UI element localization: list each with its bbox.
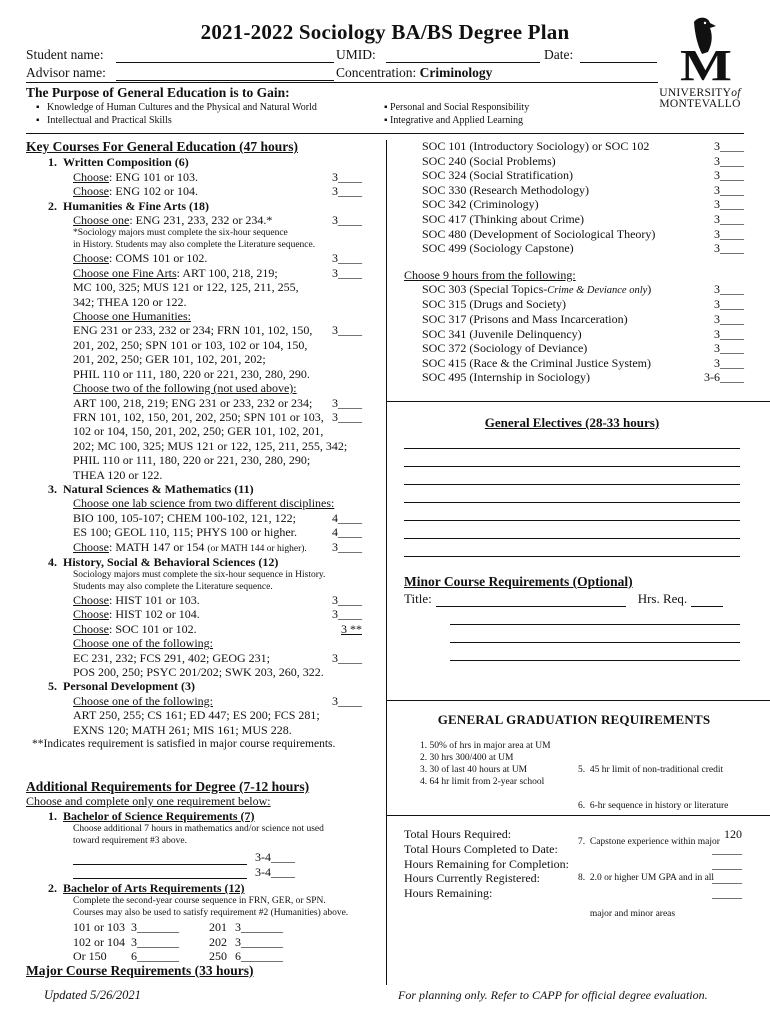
text-line: EC 231, 232; FCS 291, 402; GEOG 231;: [73, 650, 271, 665]
elective-line[interactable]: [404, 485, 740, 503]
text-line: SOC 330 (Research Methodology): [422, 182, 589, 197]
umid-label: UMID:: [336, 47, 376, 62]
text-line: Crime & Deviance only: [547, 285, 648, 297]
credit-blank[interactable]: 3____: [332, 607, 362, 622]
text-line: : MATH 147 or 154: [109, 539, 208, 554]
credit-blank[interactable]: 3-4____: [255, 850, 295, 865]
note-text: in History. Students may also complete the Literature sequence.: [73, 240, 316, 251]
general-electives-title: General Electives (28-33 hours): [484, 415, 660, 430]
note-text: Choose additional 7 hours in mathematics and/or science not used: [73, 824, 324, 835]
general-electives: [404, 415, 740, 557]
credit-blank[interactable]: 3____: [332, 395, 362, 410]
credit-blank[interactable]: 3-4____: [255, 864, 295, 879]
credit-blank[interactable]: 3____: [332, 169, 362, 184]
total-required: 120: [724, 827, 742, 841]
elective-line[interactable]: [404, 449, 740, 467]
text-line: SOC 240 (Social Problems): [422, 153, 556, 168]
text-line: 2.: [48, 881, 57, 896]
purpose-item: Intellectual and Practical Skills: [47, 115, 172, 126]
credit-blank[interactable]: 3____: [714, 168, 744, 183]
text-line[interactable]: 6_______: [131, 949, 179, 964]
text-line: SOC 303 (Special Topics-: [422, 282, 548, 297]
bs-title: Bachelor of Science Requirements (7): [63, 808, 255, 823]
concentration-value: Criminology: [419, 65, 493, 80]
text-line: SOC 324 (Social Stratification): [422, 168, 573, 183]
text-line: Choose: [73, 251, 109, 266]
text-line: 7. Capstone experience within major: [578, 837, 720, 847]
credit-blank[interactable]: 3____: [332, 265, 362, 280]
note-text: Sociology majors must complete the six-hour sequence in History.: [73, 569, 326, 580]
student-name-field[interactable]: [116, 62, 334, 63]
text-line: : ENG 101 or 103.: [109, 169, 198, 184]
purpose-list-left: [36, 101, 317, 127]
section-number: 1.: [48, 155, 57, 170]
credit-blank[interactable]: 3____: [332, 592, 362, 607]
section-number: 3.: [48, 481, 57, 496]
text-line: 101 or 103: [73, 920, 125, 935]
course-row: [73, 170, 362, 184]
date-field[interactable]: [580, 62, 657, 63]
elective-line[interactable]: [404, 431, 740, 449]
text-line: (or MATH 144 or higher).: [207, 543, 307, 554]
note-text: *Sociology majors must complete the six-hour sequence: [73, 228, 288, 239]
text-line: SOC 415 (Race & the Criminal Justice System): [422, 355, 651, 370]
text-line: Choose one Fine Arts: [73, 265, 177, 280]
advisor-name-label: Advisor name:: [26, 65, 106, 80]
text-line: 1.: [48, 808, 57, 823]
text-line: SOC 499 (Sociology Capstone): [422, 241, 574, 256]
text-line: Choose one Humanities:: [73, 309, 191, 324]
left-column: [26, 140, 362, 751]
additional-requirements: [26, 780, 362, 978]
header-divider: [26, 82, 658, 83]
text-line: 1. 50% of hrs in major area at UM: [420, 741, 551, 751]
note-text: Students may also complete the Literature sequence.: [73, 581, 273, 592]
text-line: 201: [209, 920, 227, 935]
note-text: Complete the second-year course sequence in FRN, GER, or SPN.: [73, 896, 326, 907]
major-core-list: [404, 139, 744, 385]
divider-graduation: [386, 700, 770, 701]
section-number: 4.: [48, 554, 57, 569]
ba-title: Bachelor of Arts Requirements (12): [63, 881, 245, 896]
text-line: SOC 341 (Juvenile Delinquency): [422, 326, 582, 341]
major-title: Major Course Requirements (33 hours): [26, 962, 254, 978]
text-line: ES 100; GEOL 110, 115; PHYS 100 or higher.: [73, 525, 297, 540]
credit-blank[interactable]: 3____: [714, 139, 744, 153]
elective-list: [404, 282, 744, 385]
student-name-label: Student name:: [26, 47, 104, 62]
elective-line[interactable]: [404, 521, 740, 539]
credit-blank[interactable]: 3____: [714, 326, 744, 341]
hours-totals: [404, 827, 742, 901]
umid-field[interactable]: [386, 62, 540, 63]
text-line: SOC 101 (Introductory Sociology) or SOC 102: [422, 139, 650, 153]
date-label: Date:: [544, 47, 574, 62]
logo-letter: M: [680, 41, 732, 90]
text-line: SOC 315 (Drugs and Society): [422, 297, 566, 312]
page-title: 2021-2022 Sociology BA/BS Degree Plan: [200, 20, 570, 44]
credit-blank[interactable]: 3____: [714, 297, 744, 312]
text-line: Choose one of the following:: [73, 693, 213, 708]
text-line: : ENG 102 or 104.: [109, 184, 198, 199]
credit-blank[interactable]: 3____: [714, 153, 744, 168]
hours-remaining-field[interactable]: _____: [712, 886, 742, 901]
course-row: [73, 266, 362, 280]
text-line: : COMS 101 or 102.: [109, 251, 208, 266]
text-line: 4. 64 hr limit from 2-year school: [420, 777, 545, 787]
credit-blank[interactable]: 4____: [332, 525, 362, 540]
text-line: Choose one lab science from two different disciplines:: [73, 496, 335, 511]
text-line: : HIST 102 or 104.: [109, 607, 200, 622]
minor-title-label: Title:: [404, 591, 432, 606]
text-line: SOC 495 (Internship in Sociology): [422, 370, 590, 385]
text-line: Choose: [73, 539, 109, 554]
footnote: **Indicates requirement is satisfied in major course requirements.: [32, 738, 336, 751]
bullet-icon: ▪: [384, 102, 388, 113]
text-line: 202: [209, 934, 227, 949]
text-line: 102 or 104: [73, 934, 125, 949]
text-line: PHIL 110 or 111, 180, 220 or 221, 230, 280, 290;: [73, 453, 311, 468]
text-line: SOC 417 (Thinking about Crime): [422, 211, 584, 226]
course-row: [73, 251, 362, 265]
text-line: THEA 120 or 122.: [73, 467, 163, 482]
text-line: Hours Remaining for Completion:: [404, 856, 569, 871]
top-section-divider: [26, 133, 744, 134]
credit-blank[interactable]: 3____: [714, 355, 744, 370]
text-line: 5. 45 hr limit of non-traditional credit: [578, 765, 724, 775]
section-title: Written Composition (6): [63, 155, 189, 170]
section-title: History, Social & Behavioral Sciences (12): [63, 554, 279, 569]
currently-registered-field[interactable]: _____: [712, 871, 742, 886]
updated-date: Updated 5/26/2021: [44, 988, 141, 1002]
text-line: 8. 2.0 or higher UM GPA and in all: [578, 873, 715, 883]
choose9-label: Choose 9 hours from the following:: [404, 267, 576, 282]
text-line: BIO 100, 105-107; CHEM 100-102, 121, 122;: [73, 510, 296, 525]
text-line: SOC 342 (Criminology): [422, 197, 539, 212]
purpose-item: Integrative and Applied Learning: [390, 115, 524, 126]
gen-ed-title: Key Courses For General Education (47 hours): [26, 139, 298, 154]
credit-blank[interactable]: 3____: [332, 251, 362, 266]
text-line: Choose: [73, 592, 109, 607]
remaining-completion-field[interactable]: _____: [712, 856, 742, 871]
elective-line[interactable]: [404, 503, 740, 521]
credit-blank[interactable]: 3____: [714, 197, 744, 212]
text-line: : ENG 231, 233, 232 or 234.*: [129, 213, 273, 228]
elective-line[interactable]: [404, 539, 740, 557]
text-line: ART 250, 255; CS 161; ED 447; ES 200; FCS 281;: [73, 708, 320, 723]
credit-blank[interactable]: 3____: [714, 241, 744, 256]
purpose-item: Personal and Social Responsibility: [390, 102, 530, 113]
credit-blank[interactable]: 3____: [714, 226, 744, 241]
text-line: 6. 6-hr sequence in history or literature: [578, 801, 729, 811]
note-text: toward requirement #3 above.: [73, 836, 187, 847]
elective-line[interactable]: [404, 467, 740, 485]
logo-of: of: [731, 87, 741, 99]
credit-blank[interactable]: 3____: [714, 182, 744, 197]
text-line: Hours Currently Registered:: [404, 871, 540, 886]
text-line: Hours Remaining:: [404, 886, 493, 901]
concentration-row: [336, 64, 492, 81]
bullet-icon: ▪: [36, 102, 40, 113]
minor-line[interactable]: [450, 643, 740, 661]
credit-blank[interactable]: 3____: [714, 341, 744, 356]
text-line: Choose: [73, 169, 109, 184]
text-line: FRN 101, 102, 150, 201, 202, 250; SPN 101 or 103,: [73, 409, 324, 424]
credit-blank[interactable]: 3____: [714, 311, 744, 326]
purpose-item: Knowledge of Human Cultures and the Physical and Natural World: [47, 102, 317, 113]
credit-blank[interactable]: 3____: [332, 650, 362, 665]
credit-blank[interactable]: 3____: [332, 539, 362, 554]
text-line: : HIST 101 or 103.: [109, 592, 200, 607]
text-line: Or 150: [73, 949, 107, 964]
credit-blank[interactable]: 3____: [332, 213, 362, 228]
text-line: ENG 231 or 233, 232 or 234; FRN 101, 102, 150,: [73, 323, 313, 338]
additional-subtitle: Choose and complete only one requirement below:: [26, 794, 271, 809]
planning-note: For planning only. Refer to CAPP for official degree evaluation.: [398, 988, 708, 1002]
text-line: SOC 480 (Development of Sociological Theory): [422, 226, 656, 241]
divider-totals: [386, 815, 770, 816]
minor-title-field[interactable]: [436, 592, 626, 607]
minor-title: Minor Course Requirements (Optional): [404, 574, 633, 589]
text-line: Choose two of the following (not used above):: [73, 381, 297, 396]
text-line: 102 or 104, 150, 201, 202, 250; GER 101, 102, 201,: [73, 424, 324, 439]
text-line: major and minor areas: [578, 909, 676, 919]
text-line: POS 200, 250; PSYC 201/202; SWK 203, 260, 322.: [73, 665, 324, 679]
text-line: Choose one of the following:: [73, 636, 213, 651]
text-line: 202; MC 100, 325; MUS 121 or 122, 125, 211, 255, 342;: [73, 438, 348, 453]
text-line: 250: [209, 949, 227, 964]
course-row: [73, 184, 362, 198]
text-line: 2. 30 hrs 300/400 at UM: [420, 753, 514, 763]
text-line[interactable]: 3_______: [131, 934, 179, 949]
text-line: Total Hours Required:: [404, 827, 512, 841]
minor-line[interactable]: [450, 625, 740, 643]
text-line: MC 100, 325; MUS 121 or 122, 125, 211, 255,: [73, 280, 299, 295]
credit-blank[interactable]: 3____: [332, 323, 362, 338]
logo-line2: MONTEVALLO: [659, 98, 741, 110]
advisor-name-field[interactable]: [116, 80, 334, 81]
text-line: ): [647, 282, 652, 297]
column-divider: [386, 140, 387, 985]
credit-blank[interactable]: 3____: [714, 211, 744, 226]
text-line[interactable]: 3_______: [131, 920, 179, 935]
minor-section: [404, 573, 744, 661]
text-line: SOC 372 (Sociology of Deviance): [422, 341, 588, 356]
total-completed-field[interactable]: _____: [712, 841, 742, 856]
credit-blank[interactable]: 3____: [332, 409, 362, 424]
logo-line1: UNIVERSITY: [659, 87, 732, 99]
section-title: Humanities & Fine Arts (18): [63, 198, 209, 213]
text-line[interactable]: 6_______: [235, 949, 283, 964]
logo-wordmark: [645, 88, 755, 110]
minor-hours-field[interactable]: [691, 592, 723, 607]
ba-language-grid: [73, 920, 362, 963]
text-line: EXNS 120; MATH 261; MIS 161; MUS 228.: [73, 722, 292, 737]
text-line: Total Hours Completed to Date:: [404, 841, 558, 856]
note-text: Courses may also be used to satisfy requirement #2 (Humanities) above.: [73, 908, 349, 919]
text-line: 201, 202, 250; GER 101, 102, 201, 202;: [73, 352, 266, 367]
text-line[interactable]: 3_______: [235, 920, 283, 935]
concentration-label: Concentration:: [336, 65, 417, 80]
text-line: Choose one: [73, 213, 130, 228]
divider-electives: [386, 401, 770, 402]
credit-blank[interactable]: 3____: [332, 184, 362, 199]
student-name-row: [26, 46, 104, 63]
purpose-list-right: [384, 101, 529, 127]
text-line: : ART 100, 218, 219;: [176, 265, 278, 280]
credit-blank[interactable]: 3____: [714, 282, 744, 297]
section-number: 5.: [48, 679, 57, 694]
section-number: 2.: [48, 198, 57, 213]
text-line: : SOC 101 or 102.: [109, 621, 197, 636]
bs-course-field[interactable]: [73, 853, 247, 865]
text-line: 342; THEA 120 or 122.: [73, 294, 187, 309]
section-title: Natural Sciences & Mathematics (11): [63, 481, 254, 496]
text-line: ART 100, 218, 219; ENG 231 or 233, 232 or 234;: [73, 395, 313, 410]
credit-blank[interactable]: 4____: [332, 510, 362, 525]
text-line: 3. 30 of last 40 hours at UM: [420, 765, 528, 775]
text-line[interactable]: 3_______: [235, 934, 283, 949]
text-line: Choose: [73, 621, 109, 636]
text-line: 201, 202, 250; SPN 101 or 103, 102 or 104, 150,: [73, 337, 308, 352]
bs-course-field[interactable]: [73, 867, 247, 879]
credit-blank[interactable]: 3____: [332, 693, 362, 708]
bullet-icon: ▪: [36, 115, 40, 126]
text-line: PHIL 110 or 111, 180, 220 or 221, 230, 280, 290.: [73, 366, 310, 381]
text-line: Choose: [73, 607, 109, 622]
section-title: Personal Development (3): [63, 679, 195, 694]
minor-line[interactable]: [450, 607, 740, 625]
graduation-title: GENERAL GRADUATION REQUIREMENTS: [437, 712, 711, 727]
credit-blank[interactable]: 3-6____: [704, 370, 744, 385]
additional-title: Additional Requirements for Degree (7-12 hours): [26, 779, 310, 794]
credit-blank[interactable]: 3 **: [341, 621, 362, 636]
text-line: Choose: [73, 184, 109, 199]
minor-hours-label: Hrs. Req.: [637, 591, 688, 606]
bullet-icon: ▪: [384, 115, 388, 126]
purpose-heading: The Purpose of General Education is to Gain:: [26, 85, 290, 100]
course-row: [73, 213, 362, 227]
text-line: SOC 317 (Prisons and Mass Incarceration): [422, 311, 628, 326]
